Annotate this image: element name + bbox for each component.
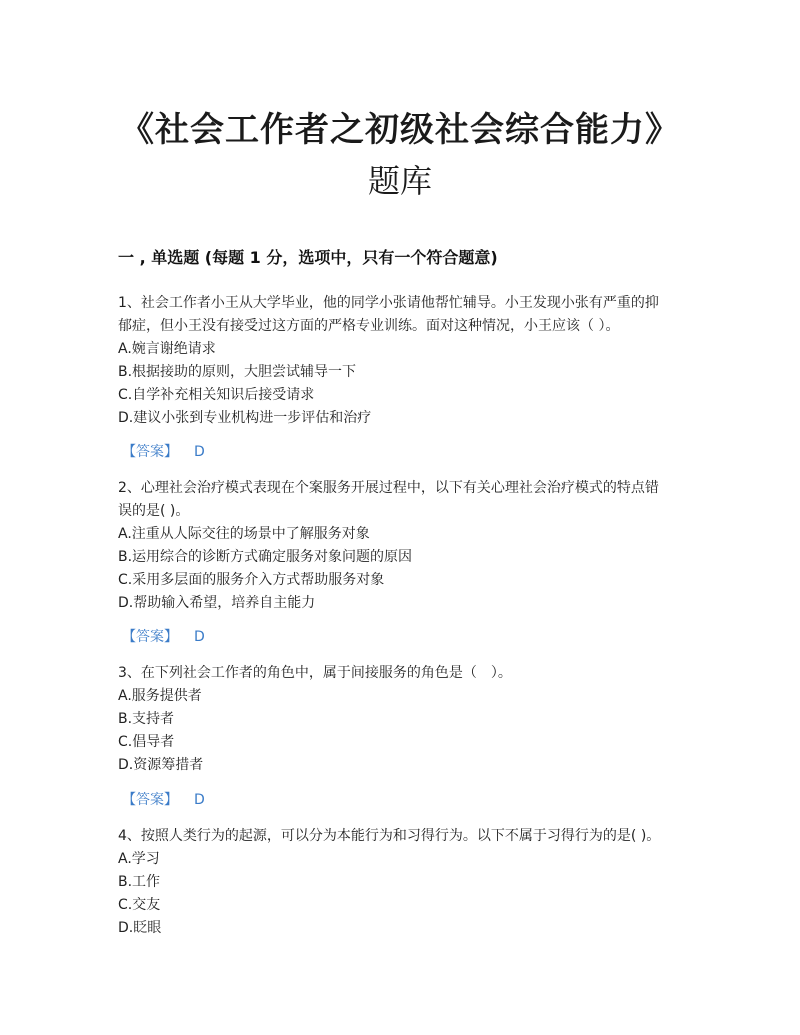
option-a: A.服务提供者 <box>118 688 202 704</box>
answer-2 <box>122 626 205 648</box>
answer-value: D <box>194 444 205 460</box>
option-a: A.学习 <box>118 851 160 867</box>
section-heading: 一 , 单选题 (每题 1 分，选项中，只有一个符合题意) <box>118 248 498 267</box>
document-title: 《社会工作者之初级社会综合能力》 <box>120 110 680 150</box>
option-c: C.交友 <box>118 897 161 913</box>
question-4 <box>118 825 678 940</box>
answer-value: D <box>194 629 205 645</box>
question-1 <box>118 292 678 430</box>
answer-3 <box>122 789 205 811</box>
question-stem: 误的是( )。 <box>118 503 190 519</box>
question-2 <box>118 477 678 615</box>
option-d: D.帮助输入希望，培养自主能力 <box>118 595 316 611</box>
question-stem: 1、社会工作者小王从大学毕业，他的同学小张请他帮忙辅导。小王发现小张有严重的抑 <box>118 295 659 311</box>
option-c: C.倡导者 <box>118 734 175 750</box>
option-a: A.注重从人际交往的场景中了解服务对象 <box>118 526 370 542</box>
answer-label: 【答案】 <box>122 444 178 460</box>
answer-label: 【答案】 <box>122 792 178 808</box>
question-stem: 郁症，但小王没有接受过这方面的严格专业训练。面对这种情况，小王应该（ ）。 <box>118 318 620 334</box>
document-subtitle: 题库 <box>367 162 432 200</box>
answer-label: 【答案】 <box>122 629 178 645</box>
option-b: B.运用综合的诊断方式确定服务对象问题的原因 <box>118 549 413 565</box>
question-stem: 2、心理社会治疗模式表现在个案服务开展过程中，以下有关心理社会治疗模式的特点错 <box>118 480 659 496</box>
option-d: D.资源筹措者 <box>118 757 204 773</box>
answer-1 <box>122 441 205 463</box>
option-b: B.工作 <box>118 874 161 890</box>
option-d: D.建议小张到专业机构进一步评估和治疗 <box>118 410 372 426</box>
option-d: D.眨眼 <box>118 920 162 936</box>
option-b: B.根据接助的原则，大胆尝试辅导一下 <box>118 364 357 380</box>
answer-value: D <box>194 792 205 808</box>
question-stem: 3、在下列社会工作者的角色中，属于间接服务的角色是（ ）。 <box>118 665 512 681</box>
option-c: C.采用多层面的服务介入方式帮助服务对象 <box>118 572 385 588</box>
question-3 <box>118 662 678 777</box>
option-c: C.自学补充相关知识后接受请求 <box>118 387 315 403</box>
option-b: B.支持者 <box>118 711 175 727</box>
question-stem: 4、按照人类行为的起源，可以分为本能行为和习得行为。以下不属于习得行为的是( )。 <box>118 828 661 844</box>
option-a: A.婉言谢绝请求 <box>118 341 216 357</box>
